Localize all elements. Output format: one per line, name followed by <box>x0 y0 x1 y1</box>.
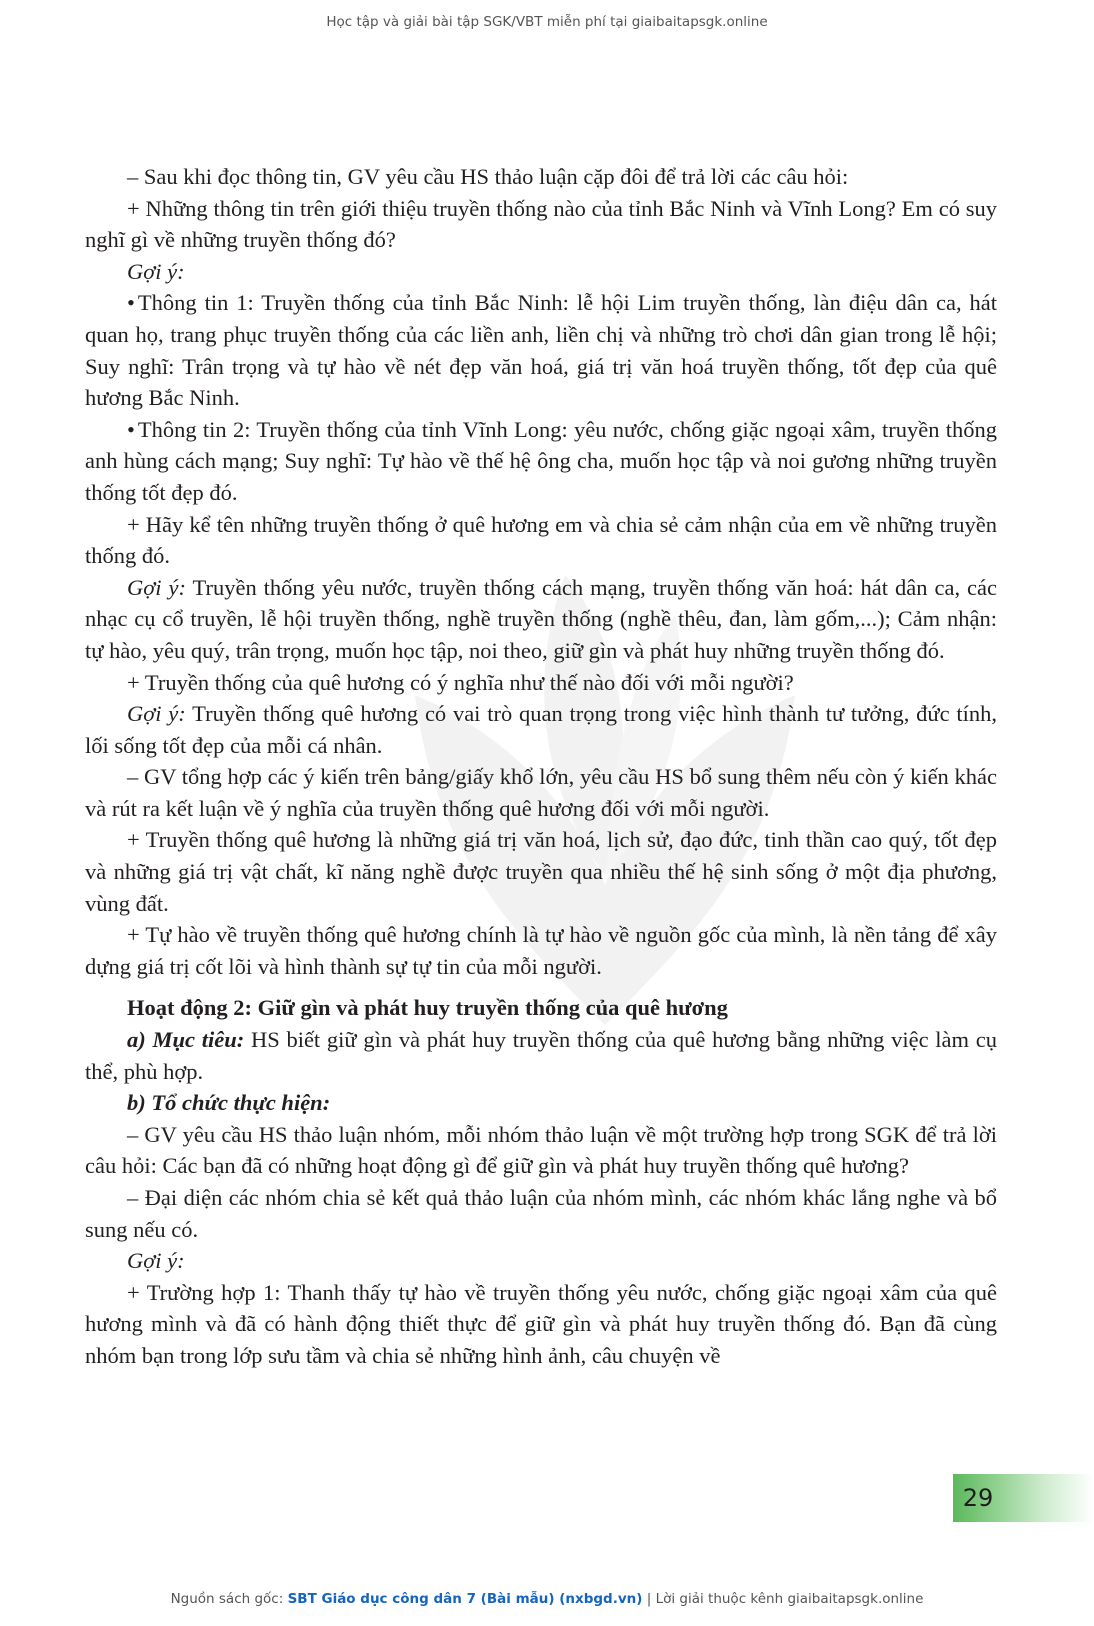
hint-text: Truyền thống quê hương có vai trò quan trọng trong việc hình thành tư tưởng, đức tính, lối sống tốt đẹp của mỗi cá nhân. <box>85 701 997 758</box>
paragraph-case-1: + Trường hợp 1: Thanh thấy tự hào về truyền thống yêu nước, chống giặc ngoại xâm của quê hương mình và đã có hành động thiết thực để giữ gìn và phát huy truyền thống đó. Bạn đã cùng nhóm bạn trong lớp sưu tầm và chia sẻ những hình ảnh, câu chuyện về <box>85 1279 997 1368</box>
page-number: 29 <box>962 1484 994 1512</box>
bullet-text: Thông tin 2: Truyền thống của tỉnh Vĩnh Long: yêu nước, chống giặc ngoại xâm, truyền thống anh hùng cách mạng; Suy nghĩ: Tự hào về thế hệ ông cha, muốn học tập và noi gương những truyền thống tốt đẹp đó. <box>85 416 997 505</box>
paragraph-question-2: + Hãy kể tên những truyền thống ở quê hương em và chia sẻ cảm nhận của em về những truyền thống đó. <box>85 511 997 569</box>
paragraph-question-1: + Những thông tin trên giới thiệu truyền thống nào của tỉnh Bắc Ninh và Vĩnh Long? Em có suy nghĩ gì về những truyền thống đó? <box>85 195 997 253</box>
paragraph-hint-answer-2 <box>85 572 997 667</box>
hint-label: Gợi ý: <box>127 1248 185 1274</box>
hint-label: Gợi ý: <box>127 701 186 727</box>
page-content <box>85 161 997 1372</box>
paragraph-teacher-summary: – GV tổng hợp các ý kiến trên bảng/giấy khổ lớn, yêu cầu HS bổ sung thêm nếu còn ý kiến khác và rút ra kết luận về ý nghĩa của truyền thống quê hương đối với mỗi người. <box>85 764 997 821</box>
bullet-icon: • <box>127 290 135 316</box>
paragraph-group-share: – Đại diện các nhóm chia sẻ kết quả thảo luận của nhóm mình, các nhóm khác lắng nghe và bổ sung nếu có. <box>85 1185 997 1242</box>
top-banner: Học tập và giải bài tập SGK/VBT miễn phí tại giaibaitapsgk.online <box>326 14 768 30</box>
hint-label: Gợi ý: <box>127 258 185 284</box>
footer-source-link[interactable]: SBT Giáo dục công dân 7 (Bài mẫu) (nxbgd.vn) <box>287 1591 643 1607</box>
hint-label: Gợi ý: <box>127 574 186 600</box>
paragraph-group-discussion: – GV yêu cầu HS thảo luận nhóm, mỗi nhóm thảo luận về một trường hợp trong SGK để trả lời câu hỏi: Các bạn đã có những hoạt động gì để giữ gìn và phát huy truyền thống quê hương? <box>85 1121 997 1179</box>
footer-suffix: | Lời giải thuộc kênh giaibaitapsgk.online <box>642 1591 924 1607</box>
bullet-text: Thông tin 1: Truyền thống của tỉnh Bắc Ninh: lễ hội Lim truyền thống, làn điệu dân ca, hát quan họ, trang phục truyền thống của các liền anh, liền chị và những trò chơi dân gian trong lễ hội; Suy nghĩ: Trân trọng và tự hào về nét đẹp văn hoá, giá trị văn hoá truyền thống, tốt đẹp của quê hương Bắc Ninh. <box>85 290 997 411</box>
paragraph-hint-answer-3 <box>85 698 997 761</box>
paragraph-conclusion-2: + Tự hào về truyền thống quê hương chính là tự hào về nguồn gốc của mình, là nền tảng để xây dựng giá trị cốt lõi và hình thành sự tự tin của mỗi người. <box>85 922 997 979</box>
bullet-info-2 <box>85 414 997 509</box>
activity-title: Hoạt động 2: Giữ gìn và phát huy truyền thống của quê hương <box>127 995 728 1021</box>
paragraph-goal <box>85 1024 997 1087</box>
paragraph-conclusion-1: + Truyền thống quê hương là những giá trị văn hoá, lịch sử, đạo đức, tinh thần cao quý, tốt đẹp và những giá trị vật chất, kĩ năng nghề được truyền qua nhiều thế hệ sinh sống ở một địa phương, vùng đất. <box>85 827 997 916</box>
footer-prefix: Nguồn sách gốc: <box>170 1591 288 1607</box>
organization-label: b) Tổ chức thực hiện: <box>127 1090 331 1116</box>
goal-text: HS biết giữ gìn và phát huy truyền thống của quê hương bằng những việc làm cụ thể, phù hợp. <box>85 1027 997 1084</box>
bottom-banner <box>0 1591 1094 1607</box>
hint-text: Truyền thống yêu nước, truyền thống cách mạng, truyền thống văn hoá: hát dân ca, các nhạc cụ cổ truyền, lễ hội truyền thống, nghề truyền thống (nghề thêu, đan, làm gốm,...); Cảm nhận: tự hào, yêu quý, trân trọng, muốn học tập, noi theo, giữ gìn và phát huy những truyền thống đó. <box>85 574 997 663</box>
bullet-icon: • <box>127 416 135 442</box>
paragraph-instruction: – Sau khi đọc thông tin, GV yêu cầu HS thảo luận cặp đôi để trả lời các câu hỏi: <box>127 164 849 189</box>
bullet-info-1 <box>85 287 997 413</box>
goal-label: a) Mục tiêu: <box>127 1027 245 1053</box>
paragraph-question-3: + Truyền thống của quê hương có ý nghĩa như thế nào đối với mỗi người? <box>127 669 794 695</box>
